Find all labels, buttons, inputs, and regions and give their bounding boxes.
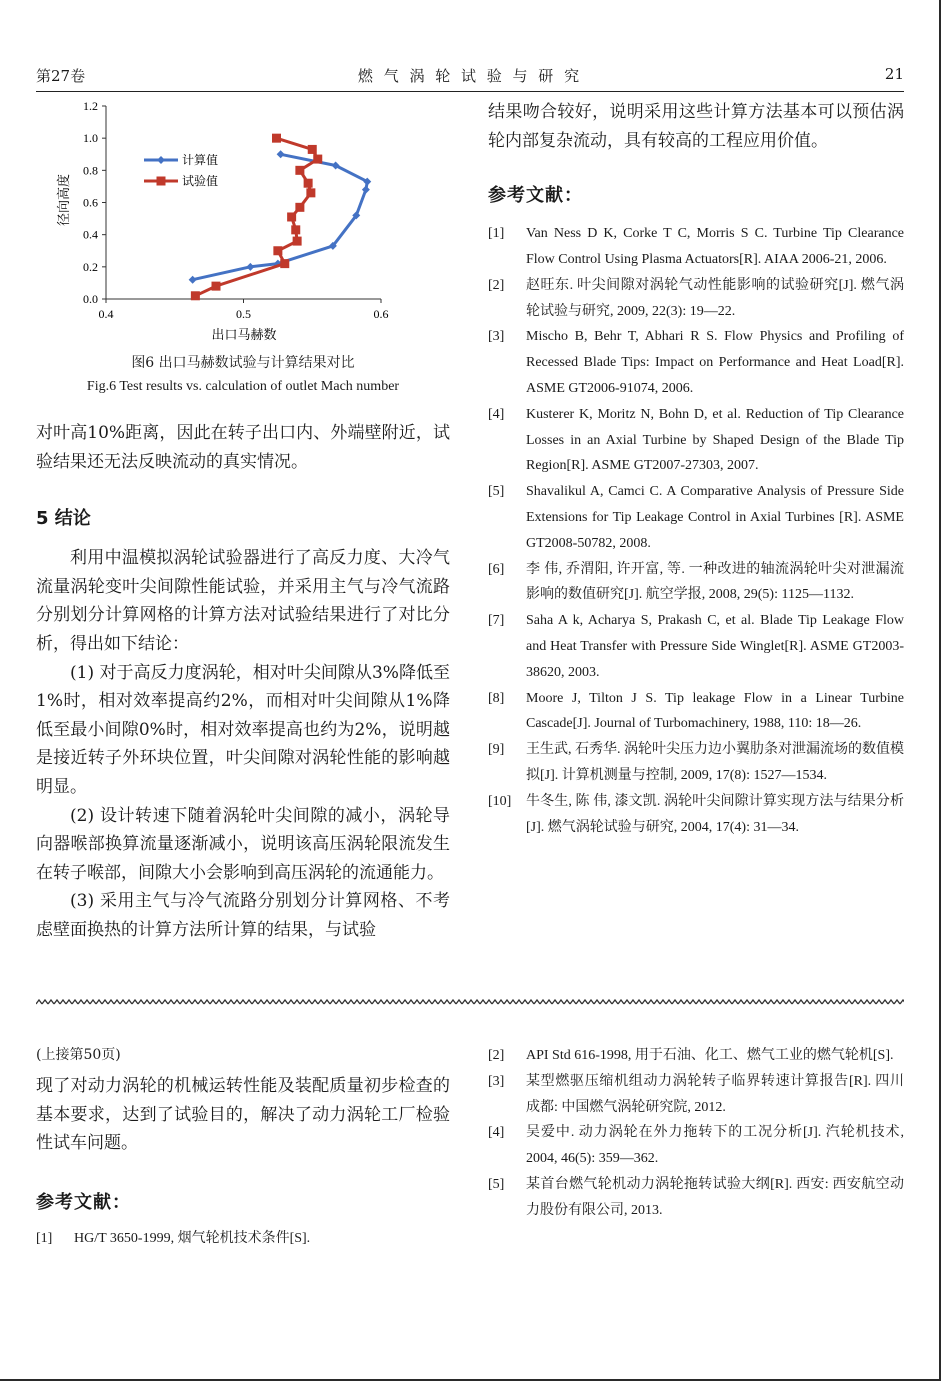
reference-item bbox=[488, 1120, 904, 1172]
legend-marker bbox=[157, 177, 166, 186]
y-tick-label: 0.2 bbox=[83, 259, 98, 274]
chart-y-axis-label: 径向高度 bbox=[57, 173, 72, 227]
reference-text: Van Ness D K, Corke T C, Morris S C. Turbine Tip Clearance Flow Control Using Plasma Actuators[R]. AIAA 2006-21, 2006. bbox=[526, 226, 904, 267]
y-tick-label: 0.4 bbox=[83, 227, 98, 242]
reference-item bbox=[488, 686, 904, 738]
references-heading: 参考文献： bbox=[36, 1191, 131, 1213]
reference-text: Saha A k, Acharya S, Prakash C, et al. Blade Tip Leakage Flow and Heat Transfer with Pressure Side Winglet[R]. ASME GT2003-38620, 2003. bbox=[526, 613, 904, 680]
reference-item bbox=[488, 273, 904, 325]
data-point-calculated bbox=[246, 263, 254, 271]
x-tick-label: 0.4 bbox=[98, 307, 114, 321]
paragraph: 利用中温模拟涡轮试验器进行了高反力度、大冷气流量涡轮变叶尖间隙性能试验，并采用主气与冷气流路分别划分计算网格的计算方法对试验结果进行了对比分析，得出如下结论： bbox=[36, 548, 450, 654]
reference-item bbox=[488, 324, 904, 401]
reference-text: 牛冬生, 陈 伟, 漆文凯. 涡轮叶尖间隙计算实现方法与结果分析[J]. 燃气涡轮试验与研究, 2004, 17(4): 31—34. bbox=[526, 793, 904, 835]
reference-text: 李 伟, 乔渭阳, 许开富, 等. 一种改进的轴流涡轮叶尖对泄漏流影响的数值研究[J]. 航空学报, 2008, 29(5): 1125—1132. bbox=[526, 561, 904, 603]
paragraph: 现了对动力涡轮的机械运转性能及装配质量初步检查的基本要求，达到了试验目的，解决了动力涡轮工厂检验性试车问题。 bbox=[36, 1076, 450, 1154]
legend-marker bbox=[157, 156, 165, 164]
y-tick-label: 0.8 bbox=[83, 163, 98, 178]
y-tick-label: 1.2 bbox=[83, 99, 98, 113]
figure-caption-en: Fig.6 Test results vs. calculation of outlet Mach number bbox=[86, 379, 400, 394]
chart-tick-labels bbox=[83, 99, 389, 321]
header-page-number: 21 bbox=[884, 65, 904, 83]
data-point-test bbox=[295, 203, 304, 212]
paragraph: 结果吻合较好，说明采用这些计算方法基本可以预估涡轮内部复杂流动，具有较高的工程应用价值。 bbox=[488, 102, 904, 151]
reference-number: [2] bbox=[488, 1048, 505, 1063]
figure-6-chart bbox=[36, 96, 450, 346]
data-point-calculated bbox=[362, 186, 370, 194]
reference-item bbox=[488, 1069, 904, 1121]
header-rule bbox=[36, 91, 904, 92]
data-point-test bbox=[280, 259, 289, 268]
legend-label: 试验值 bbox=[182, 174, 219, 188]
reference-number: [3] bbox=[488, 1073, 505, 1089]
reference-text: 吴爱中. 动力涡轮在外力拖转下的工况分析[J]. 汽轮机技术, 2004, 46(5): 359—362. bbox=[526, 1125, 904, 1167]
reference-number: [1] bbox=[36, 1230, 53, 1246]
right-column bbox=[488, 98, 904, 840]
data-point-test bbox=[272, 134, 281, 143]
series-line-calculated bbox=[193, 154, 368, 279]
data-point-test bbox=[191, 291, 200, 300]
reference-item bbox=[488, 789, 904, 841]
reference-number: [9] bbox=[488, 742, 505, 758]
legend-label: 计算值 bbox=[182, 153, 219, 167]
bottom-right-column bbox=[488, 1043, 904, 1224]
continued-note: (上接第50页) bbox=[36, 1047, 121, 1063]
chart-legend bbox=[144, 152, 218, 188]
reference-item bbox=[488, 1172, 904, 1224]
x-tick-label: 0.6 bbox=[373, 307, 389, 321]
reference-number: [2] bbox=[488, 277, 505, 293]
reference-list bbox=[36, 1226, 450, 1252]
reference-item bbox=[488, 1043, 904, 1069]
data-point-test bbox=[304, 179, 313, 188]
data-point-test bbox=[212, 282, 221, 291]
data-point-test bbox=[293, 237, 302, 246]
reference-item bbox=[488, 479, 904, 556]
reference-number: [1] bbox=[488, 226, 505, 242]
header-journal-title: 燃 气 涡 轮 试 验 与 研 究 bbox=[357, 67, 583, 85]
paragraph: 对叶高10%距离，因此在转子出口内、外端壁附近，试验结果还无法反映流动的真实情况。 bbox=[36, 423, 450, 472]
reference-number: [4] bbox=[488, 406, 505, 422]
reference-text: API Std 616-1998, 用于石油、化工、燃气工业的燃气轮机[S]. bbox=[526, 1048, 894, 1063]
reference-text: 王生武, 石秀华. 涡轮叶尖压力边小翼肋条对泄漏流场的数值模拟[J]. 计算机测量与控制, 2009, 17(8): 1527—1534. bbox=[526, 742, 904, 783]
reference-text: 某首台燃气轮机动力涡轮拖转试验大纲[R]. 西安: 西安航空动力股份有限公司, 2013. bbox=[526, 1176, 904, 1218]
reference-number: [5] bbox=[488, 484, 505, 500]
data-point-test bbox=[287, 212, 296, 221]
reference-item bbox=[488, 402, 904, 479]
header-volume: 第27卷 bbox=[36, 67, 86, 85]
reference-text: Mischo B, Behr T, Abhari R S. Flow Physics and Profiling of Recessed Blade Tips: Impact on Performance and Heat Load[R]. ASME GT2006-91074, 2006. bbox=[526, 329, 904, 396]
chart-axes bbox=[102, 106, 381, 303]
y-tick-label: 0.6 bbox=[83, 195, 98, 210]
section-heading-conclusion: 5 结论 bbox=[36, 508, 91, 530]
reference-text: 某型燃驱压缩机组动力涡轮转子临界转速计算报告[R]. 四川 成都: 中国燃气涡轮研究院, 2012. bbox=[526, 1073, 904, 1115]
references-heading: 参考文献： bbox=[488, 185, 583, 207]
bottom-left-column bbox=[36, 1044, 450, 1252]
paragraph: (2) 设计转速下随着涡轮叶尖间隙的减小，涡轮导向器喉部换算流量逐渐减小，说明该高压涡轮限流发生在转子喉部，间隙大小会影响到高压涡轮的流通能力。 bbox=[36, 805, 450, 883]
reference-list bbox=[488, 1043, 904, 1224]
reference-text: Moore J, Tilton J S. Tip leakage Flow in a Linear Turbine Cascade[J]. Journal of Turbomachinery, 1988, 110: 18—26. bbox=[526, 690, 904, 732]
reference-number: [8] bbox=[488, 690, 505, 706]
reference-text: 赵旺东. 叶尖间隙对涡轮气动性能影响的试验研究[J]. 燃气涡轮试验与研究, 2009, 22(3): 19—22. bbox=[526, 277, 904, 319]
reference-number: [3] bbox=[488, 329, 505, 345]
section-separator bbox=[36, 998, 904, 1006]
figure-caption-cn: 图6 出口马赫数试验与计算结果对比 bbox=[131, 355, 355, 371]
reference-number: [10] bbox=[488, 793, 512, 809]
reference-number: [4] bbox=[488, 1125, 505, 1141]
reference-number: [6] bbox=[488, 561, 505, 577]
chart-x-axis-label: 出口马赫数 bbox=[211, 328, 277, 343]
reference-text: HG/T 3650-1999, 烟气轮机技术条件[S]. bbox=[74, 1230, 311, 1246]
y-tick-label: 1.0 bbox=[83, 131, 98, 146]
reference-item bbox=[488, 737, 904, 789]
running-header bbox=[36, 62, 904, 88]
reference-item bbox=[488, 221, 904, 273]
y-tick-label: 0.0 bbox=[83, 292, 98, 306]
x-tick-label: 0.5 bbox=[236, 307, 251, 321]
reference-item bbox=[488, 557, 904, 609]
reference-list bbox=[488, 221, 904, 840]
reference-text: Kusterer K, Moritz N, Bohn D, et al. Reduction of Tip Clearance Losses in an Axial Turbine by Shaped Design of the Blade Tip Region[R]. ASME GT2007-27303, 2007. bbox=[526, 406, 904, 474]
reference-number: [5] bbox=[488, 1176, 505, 1192]
data-point-test bbox=[295, 166, 304, 175]
left-column bbox=[36, 419, 450, 945]
reference-item bbox=[36, 1226, 450, 1252]
data-point-calculated bbox=[277, 150, 285, 158]
paragraph: (3) 采用主气与冷气流路分别划分计算网格、不考虑壁面换热的计算方法所计算的结果，与试验 bbox=[36, 891, 450, 940]
data-point-test bbox=[291, 225, 300, 234]
data-point-test bbox=[306, 188, 315, 197]
data-point-calculated bbox=[189, 276, 197, 284]
paragraph: (1) 对于高反力度涡轮，相对叶尖间隙从3%降低至1%时，相对效率提高约2%，而相对叶尖间隙从1%降低至最小间隙0%时，相对效率提高也约为2%，说明越是接近转子外环块位置，叶尖间隙对涡轮性能的影响越明显。 bbox=[36, 662, 450, 797]
reference-text: Shavalikul A, Camci C. A Comparative Analysis of Pressure Side Extensions for Tip Leakage Control in Axial Turbines [R]. ASME GT2008-50782, 2008. bbox=[526, 484, 904, 551]
reference-item bbox=[488, 608, 904, 685]
data-point-test bbox=[308, 145, 317, 154]
data-point-test bbox=[273, 246, 282, 255]
data-point-test bbox=[313, 155, 322, 164]
reference-number: [7] bbox=[488, 613, 505, 629]
